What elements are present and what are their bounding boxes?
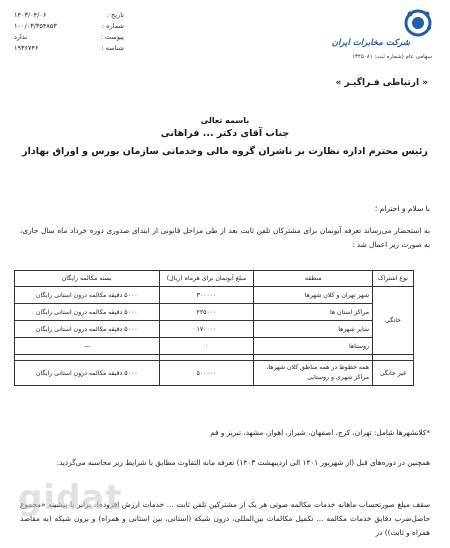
company-logo xyxy=(316,8,436,68)
tariff-table xyxy=(14,270,414,386)
region-cell: سایر شهرها xyxy=(254,321,373,338)
salutation: باسمه تعالی xyxy=(200,116,250,125)
region-cell: روستاها xyxy=(254,338,373,355)
table-row xyxy=(15,304,414,321)
body-paragraph-3: سقف مبلغ صورتحساب ماهانه خدمات مکالمه صوتی هر یک از مشترکین تلفن ثابت ... خدمات ارزش افزوده)، برابر با بیشینه «مجموع حاصل‌ضرب دقایق خدمات مکالمه ... تکمیل مکالمات بین‌المللی، درون شبکه (استانی، بین استانی و همراه) و برون شبکه (به مقاصد همراه و ثابت)) در xyxy=(20,500,430,537)
region-cell: شهر تهران و کلان شهرها xyxy=(254,287,373,304)
footnote: *کلانشهرها شامل: تهران، کرج، اصفهان، شیراز، اهواز، مشهد، تبریز و قم xyxy=(210,428,430,437)
price-cell: ۵۰۰۰۰۰ xyxy=(159,361,254,386)
attachment-value: ندارد xyxy=(14,33,28,41)
price-cell: ۱۷۰۰۰۰ xyxy=(159,321,254,338)
id-value: ۱۹۳۶۷۴۶ xyxy=(14,44,39,52)
body-paragraph-2: همچنین در دوره‌های قبل (از شهریور ۱۴۰۱ الی اردیبهشت ۱۴۰۳) تعرفه مابه التفاوت مطابق با شرایط زیر محاسبه می‌گردید: xyxy=(56,458,430,467)
date-label: تاریخ : xyxy=(106,11,124,19)
type-nondomestic: غیر خانگی xyxy=(373,361,414,386)
date-value: ۱۴۰۳/۰۴/۰۶ xyxy=(14,11,47,19)
addressee-title: رئیس محترم اداره نظارت بر ناشران گروه مالی وخدماتی سازمان بورس و اوراق بهادار xyxy=(22,146,428,157)
table-row xyxy=(15,321,414,338)
slogan: « ارتباطی فـراگیـر » xyxy=(335,78,428,88)
greeting: با سلام و احترام ؛ xyxy=(374,204,430,213)
region-cell: مراکز استان ها xyxy=(254,304,373,321)
package-cell: ۵۰۰۰ دقیقه مکالمه درون استانی رایگان xyxy=(15,361,160,386)
addressee-name: جناب آقای دکتر ... فراهانی xyxy=(160,128,290,139)
attachment-label: پیوست : xyxy=(100,33,124,41)
body-paragraph-1: به استحضار می‌رساند تعرفه آبونمان برای مشترکان تلفن ثابت بعد از طی مراحل قانونی از ابتدای صدوری دوره خرداد ماه سال جاری، به صورت زیر اعمال شد : xyxy=(20,226,430,249)
watermark xyxy=(8,478,158,526)
package-cell: ۵۰۰۰ دقیقه مکالمه درون استانی رایگان xyxy=(15,304,160,321)
price-cell: ۲۲۵۰۰۰ xyxy=(159,304,254,321)
package-cell: ۵۰۰۰ دقیقه مکالمه درون استانی رایگان xyxy=(15,287,160,304)
table-row xyxy=(15,361,414,386)
number-row xyxy=(14,21,124,32)
package-cell: — xyxy=(15,338,160,355)
company-registration: سهامی عام (شماره ثبت: ۳۴۵۰۸۱) xyxy=(352,54,432,60)
price-cell: ۳۰۰۰۰۰ xyxy=(159,287,254,304)
header-free-package: بسته مکالمه رایگان xyxy=(15,271,160,287)
type-domestic: خانگی xyxy=(373,287,414,355)
company-name: شرکت مخابرات ایران xyxy=(331,38,410,48)
table-header-row xyxy=(15,271,414,287)
number-value: ۱۰۰/۰۳/۳۵۴۸۵۳ xyxy=(14,22,57,30)
region-line-2: مراکز شهری و روستایی xyxy=(307,374,370,381)
header-region: منطقه xyxy=(254,271,373,287)
id-label: شناسه : xyxy=(101,44,124,52)
header-monthly-fee: مبلغ آبونمان برای هرماه (ریال) xyxy=(159,271,254,287)
region-cell xyxy=(254,361,373,386)
table-row xyxy=(15,287,414,304)
region-line-1: همه خطوط در همه مناطق کلان شهرها، xyxy=(266,364,370,371)
watermark-text: gidat xyxy=(18,478,123,518)
price-cell: ۰ xyxy=(159,338,254,355)
package-cell: ۵۰۰۰ دقیقه مکالمه درون استانی رایگان xyxy=(15,321,160,338)
id-row xyxy=(14,43,124,54)
header-subscription-type: نوع اشتراک xyxy=(373,271,414,287)
table-row xyxy=(15,338,414,355)
letter-metadata xyxy=(14,10,124,54)
telecom-logo-icon xyxy=(402,8,434,38)
attachment-row xyxy=(14,32,124,43)
number-label: شماره : xyxy=(102,22,124,30)
date-row xyxy=(14,10,124,21)
